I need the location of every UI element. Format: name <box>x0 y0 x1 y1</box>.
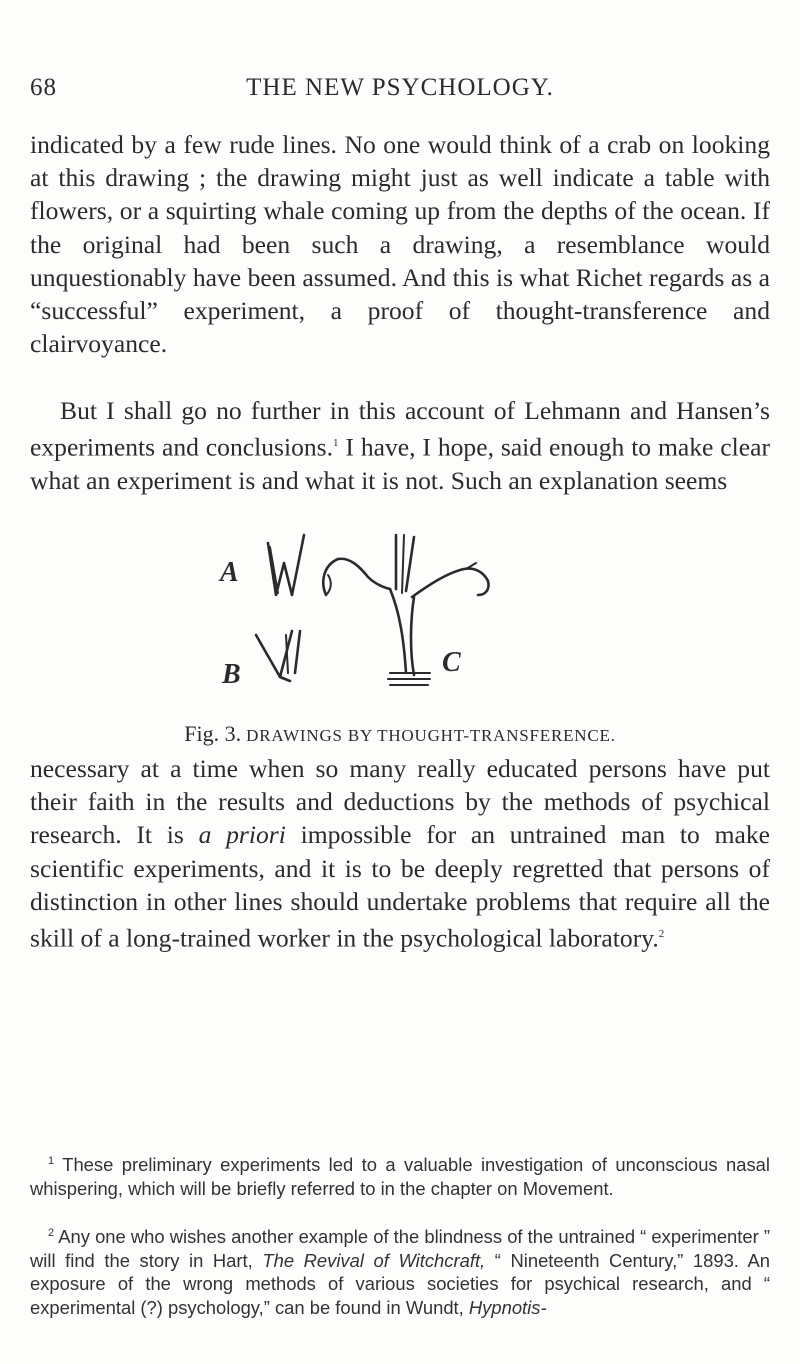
figure-caption-text: DRAWINGS BY THOUGHT-TRANSFERENCE. <box>246 726 616 745</box>
paragraph-2-text-a: But I shall go no further in this account of Lehmann and Hansen’s experiments and conclusions. <box>30 396 770 462</box>
drawing-a-label: A <box>220 557 239 588</box>
paragraph-3 <box>30 752 770 955</box>
drawing-b-v-shape <box>256 631 300 681</box>
footnote-1-mark: 1 <box>48 1155 55 1167</box>
paragraph-2 <box>30 394 770 497</box>
figure-caption <box>0 721 800 747</box>
figure-label: Fig. 3. <box>184 721 242 746</box>
page-header <box>30 74 770 110</box>
paragraph-3-text-a: necessary at a time when so many really educated persons have put their faith in the results and deductions by the methods of psychical research. It is <box>30 754 770 850</box>
footnote-2 <box>30 1222 770 1320</box>
footnote-2-italic-1: The Revival of Witchcraft, <box>262 1249 486 1271</box>
footnote-ref-1: 1 <box>333 437 339 450</box>
drawing-original-crab <box>323 535 488 685</box>
footnote-2-text-a: Any one who wishes another example of the blindness of the untrained “ experimenter ” will find the story in Hart, <box>30 1226 770 1271</box>
drawing-a-w-shape <box>268 535 304 595</box>
running-head: THE NEW PSYCHOLOGY. <box>246 74 554 101</box>
footnote-2-text-b: “ Nineteenth Century,” 1893. An exposure of the wrong methods of various societies for psychical research, and “ experimental (?) psychology,” can be found in Wundt, <box>30 1249 770 1318</box>
paragraph-1: indicated by a few rude lines. No one would think of a crab on looking at this drawing ; the drawing might just as well indicate a table with flowers, or a squirting whale coming up from the depths of the ocean. If the original had been such a drawing, a resemblance would unquestionably have been assumed. And this is what Richet regards as a “successful” experiment, a proof of thought-transference and clairvoyance. <box>30 130 770 359</box>
footnote-2-italic-2: Hypnotis- <box>468 1296 547 1318</box>
paragraph-3-text-b: impossible for an untrained man to make scientific experiments, and it is to be deeply regretted that persons of distinction in other lines should undertake problems that require all the skill of a long-trained worker in the psychological laboratory. <box>30 820 771 953</box>
paragraph-2-text-b: I have, I hope, said enough to make clear what an experiment is and what it is not. Such an explanation seems <box>30 432 771 495</box>
footnote-1-text: These preliminary experiments led to a valuable investigation of unconscious nasal whispering, which will be briefly referred to in the chapter on Movement. <box>30 1154 770 1199</box>
footnote-1 <box>30 1150 770 1200</box>
page-number: 68 <box>30 74 57 101</box>
figure-drawings-svg <box>200 523 640 723</box>
drawing-b-label: B <box>222 659 241 690</box>
footnote-ref-2: 2 <box>658 928 665 941</box>
figure-drawings <box>200 523 640 723</box>
paragraph-3-italic: a priori <box>198 820 286 850</box>
footnote-2-mark: 2 <box>48 1227 55 1239</box>
drawing-c-label: C <box>442 647 461 678</box>
